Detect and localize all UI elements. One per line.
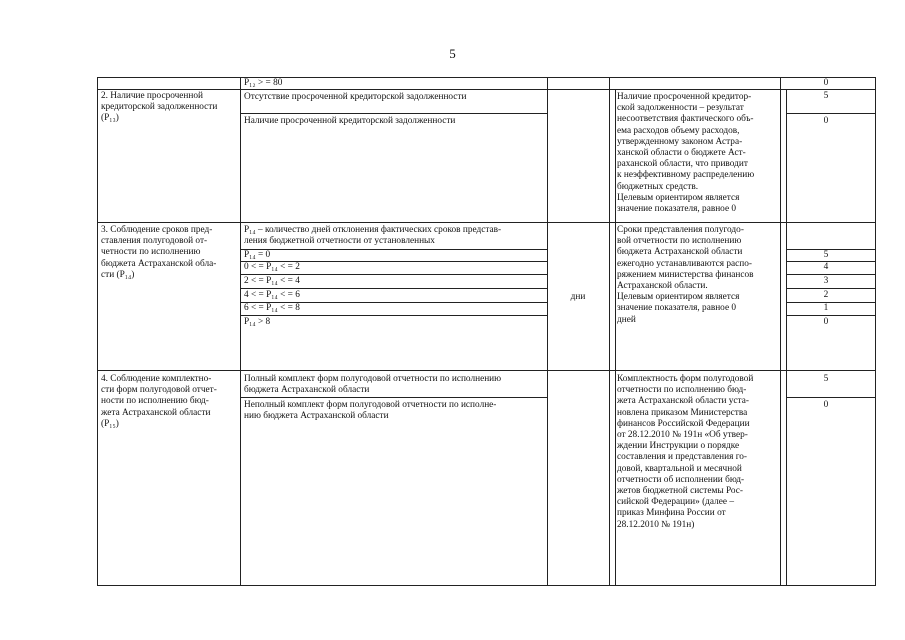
score-p15-partial: 0	[823, 400, 829, 410]
criteria-separator	[240, 274, 548, 275]
score-p15-full: 5	[823, 374, 829, 384]
score-separator	[786, 288, 876, 289]
page-number: 5	[449, 46, 456, 61]
score-p14-2: 4	[823, 262, 829, 272]
column-divider-score	[780, 77, 781, 586]
column-divider-unit	[547, 77, 548, 586]
criterion-p12: P₁₂ > = 80	[244, 78, 283, 88]
criteria-separator	[240, 113, 548, 114]
score-p14-6: 0	[823, 317, 829, 327]
criterion-p13-present: Наличие просроченной кредиторской задолженности	[244, 116, 456, 126]
criteria-separator	[240, 397, 548, 398]
comment-p13: Наличие просроченной кредитор- ской задолженности – результат несоответствия фактического объ- ема расходов объему расходов, утвержденному законом Астра- ханской области о бюджете Аст- раханской области, что приводит к неэффективному распределению бюджетных средств. Целевым ориентиром является значение показателя, равное 0	[617, 92, 755, 215]
comment-p15: Комплектность форм полугодовой отчетности по исполнению бюд- жета Астраханской области уста- новлена приказом Министерства финансов Российской Федерации от 28.12.2010 № 191н «Об утвер- ждении Инструкции о порядке составления и представления го- довой, квартальной и месячной отчетности об исполнении бюд- жетов бюджетной системы Рос- сийской Федерации» (далее – приказ Минфина России от 28.12.2010 № 191н)	[617, 374, 754, 530]
score-p13-present: 0	[823, 116, 829, 126]
definition-p14: P₁₄ – количество дней отклонения фактических сроков представ- ления бюджетной отчетности от установленных	[244, 225, 502, 247]
column-divider-comment-inner	[615, 89, 616, 586]
score-separator	[786, 113, 876, 114]
criterion-p15-full: Полный комплект форм полугодовой отчетности по исполнению бюджета Астраханской области	[244, 374, 502, 396]
score-separator	[786, 274, 876, 275]
criterion-p15-partial: Неполный комплект форм полугодовой отчетности по исполне- нию бюджета Астраханской области	[244, 400, 497, 422]
row-separator	[97, 222, 876, 223]
column-divider-comment	[609, 77, 610, 586]
score-p14-1: 5	[823, 250, 829, 260]
criteria-separator	[240, 315, 548, 316]
score-p14-4: 2	[823, 290, 829, 300]
score-p13-absent: 5	[823, 91, 829, 101]
criterion-p14-5: 6 < = P₁₄ < = 8	[244, 303, 300, 313]
criterion-p13-absent: Отсутствие просроченной кредиторской задолженности	[244, 92, 467, 102]
score-p14-3: 3	[823, 276, 829, 286]
row-separator	[97, 370, 876, 371]
indicator-p15: 4. Соблюдение комплектно- сти форм полугодовой отчет- ности по исполнению бюд- жета Астраханской области (P₁₅)	[101, 374, 217, 429]
criterion-p14-6: P₁₄ > 8	[244, 317, 271, 327]
criterion-p14-1: P₁₄ = 0	[244, 250, 271, 260]
score-separator	[786, 397, 876, 398]
column-divider-score-inner	[786, 89, 787, 586]
criteria-separator	[240, 288, 548, 289]
unit-p14: дни	[570, 292, 586, 302]
score-p14-5: 1	[823, 303, 829, 313]
criterion-p14-2: 0 < = P₁₄ < = 2	[244, 262, 300, 272]
comment-p14: Сроки представления полугодо- вой отчетности по исполнению бюджета Астраханской области ежегодно устанавливаются распо- ряжением министерства финансов Астраханской области. Целевым ориентиром является значение показателя, равное 0 дней	[617, 225, 754, 325]
indicator-p14: 3. Соблюдение сроков пред- ставления полугодовой от- четности по исполнению бюджета Астраханской обла- сти (P₁₄)	[101, 225, 217, 280]
criterion-p14-3: 2 < = P₁₄ < = 4	[244, 276, 300, 286]
column-divider-criteria	[240, 77, 241, 586]
criterion-p14-4: 4 < = P₁₄ < = 6	[244, 290, 300, 300]
score-separator	[786, 315, 876, 316]
score-p12: 0	[823, 78, 829, 88]
indicator-p13: 2. Наличие просроченной кредиторской задолженности (P₁₃)	[101, 91, 218, 124]
